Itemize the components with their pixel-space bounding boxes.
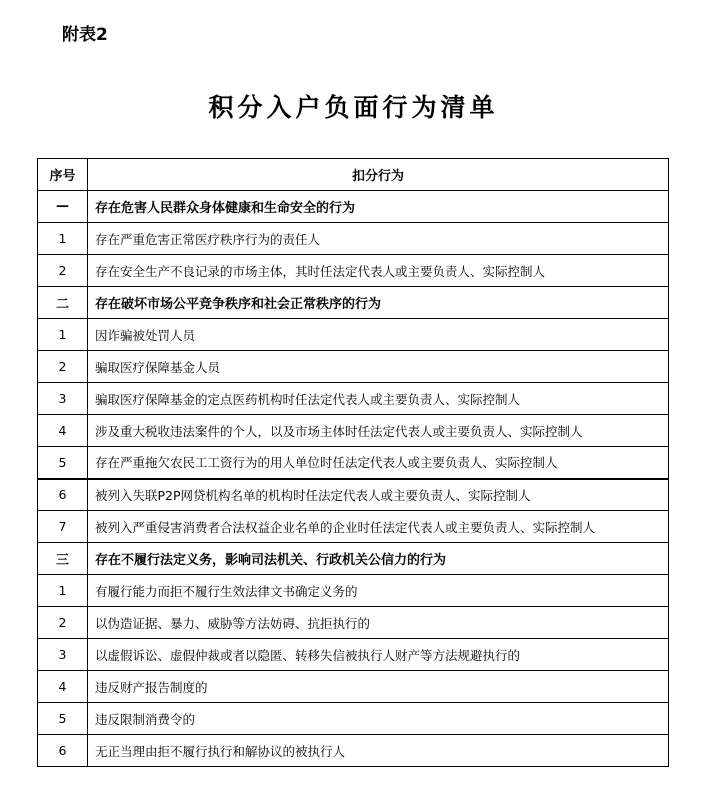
page-title: 积分入户负面行为清单: [208, 93, 499, 122]
behavior-text: 违反财产报告制度的: [88, 671, 669, 703]
category-title: 存在破坏市场公平竞争秩序和社会正常秩序的行为: [88, 287, 669, 319]
table-row: [38, 223, 669, 255]
row-number: 1: [38, 575, 88, 607]
behavior-text: 以伪造证据、暴力、威胁等方法妨碍、抗拒执行的: [88, 607, 669, 639]
table-row: [38, 319, 669, 351]
table-row: [38, 415, 669, 447]
row-number: 1: [38, 223, 88, 255]
negative-behavior-table: [37, 158, 669, 767]
table-row: [38, 735, 669, 767]
row-number: 6: [38, 479, 88, 511]
row-number: 7: [38, 511, 88, 543]
behavior-text: 骗取医疗保障基金人员: [88, 351, 669, 383]
behavior-text: 存在严重拖欠农民工工资行为的用人单位时任法定代表人或主要负责人、实际控制人: [88, 447, 669, 479]
row-number: 2: [38, 255, 88, 287]
behavior-text: 因诈骗被处罚人员: [88, 319, 669, 351]
row-number: 3: [38, 383, 88, 415]
behavior-text: 无正当理由拒不履行执行和解协议的被执行人: [88, 735, 669, 767]
row-number: 3: [38, 639, 88, 671]
table-row: [38, 607, 669, 639]
header-number: 序号: [38, 159, 88, 191]
table-row: [38, 575, 669, 607]
table-row: [38, 383, 669, 415]
row-number: 2: [38, 607, 88, 639]
row-number: —: [38, 191, 88, 223]
category-row: [38, 191, 669, 223]
category-row: [38, 543, 669, 575]
annex-label: 附表2: [62, 25, 108, 45]
row-number: 5: [38, 703, 88, 735]
row-number: 2: [38, 351, 88, 383]
row-number: 三: [38, 543, 88, 575]
table-row: [38, 479, 669, 511]
category-title: 存在危害人民群众身体健康和生命安全的行为: [88, 191, 669, 223]
row-number: 6: [38, 735, 88, 767]
category-row: [38, 287, 669, 319]
behavior-text: 涉及重大税收违法案件的个人，以及市场主体时任法定代表人或主要负责人、实际控制人: [88, 415, 669, 447]
row-number: 1: [38, 319, 88, 351]
header-behavior: 扣分行为: [88, 159, 669, 191]
behavior-text: 以虚假诉讼、虚假仲裁或者以隐匿、转移失信被执行人财产等方法规避执行的: [88, 639, 669, 671]
row-number: 4: [38, 415, 88, 447]
row-number: 5: [38, 447, 88, 479]
behavior-text: 有履行能力而拒不履行生效法律文书确定义务的: [88, 575, 669, 607]
table-row: [38, 447, 669, 479]
behavior-text: 存在安全生产不良记录的市场主体，其时任法定代表人或主要负责人、实际控制人: [88, 255, 669, 287]
table-row: [38, 351, 669, 383]
row-number: 二: [38, 287, 88, 319]
table-row: [38, 511, 669, 543]
table-row: [38, 671, 669, 703]
table-header-row: [38, 159, 669, 191]
category-title: 存在不履行法定义务，影响司法机关、行政机关公信力的行为: [88, 543, 669, 575]
table-row: [38, 703, 669, 735]
behavior-text: 被列入严重侵害消费者合法权益企业名单的企业时任法定代表人或主要负责人、实际控制人: [88, 511, 669, 543]
behavior-text: 存在严重危害正常医疗秩序行为的责任人: [88, 223, 669, 255]
table-row: [38, 639, 669, 671]
table-row: [38, 255, 669, 287]
row-number: 4: [38, 671, 88, 703]
behavior-text: 违反限制消费令的: [88, 703, 669, 735]
table-body: [38, 191, 669, 767]
behavior-text: 被列入失联P2P网贷机构名单的机构时任法定代表人或主要负责人、实际控制人: [88, 479, 669, 511]
behavior-text: 骗取医疗保障基金的定点医药机构时任法定代表人或主要负责人、实际控制人: [88, 383, 669, 415]
